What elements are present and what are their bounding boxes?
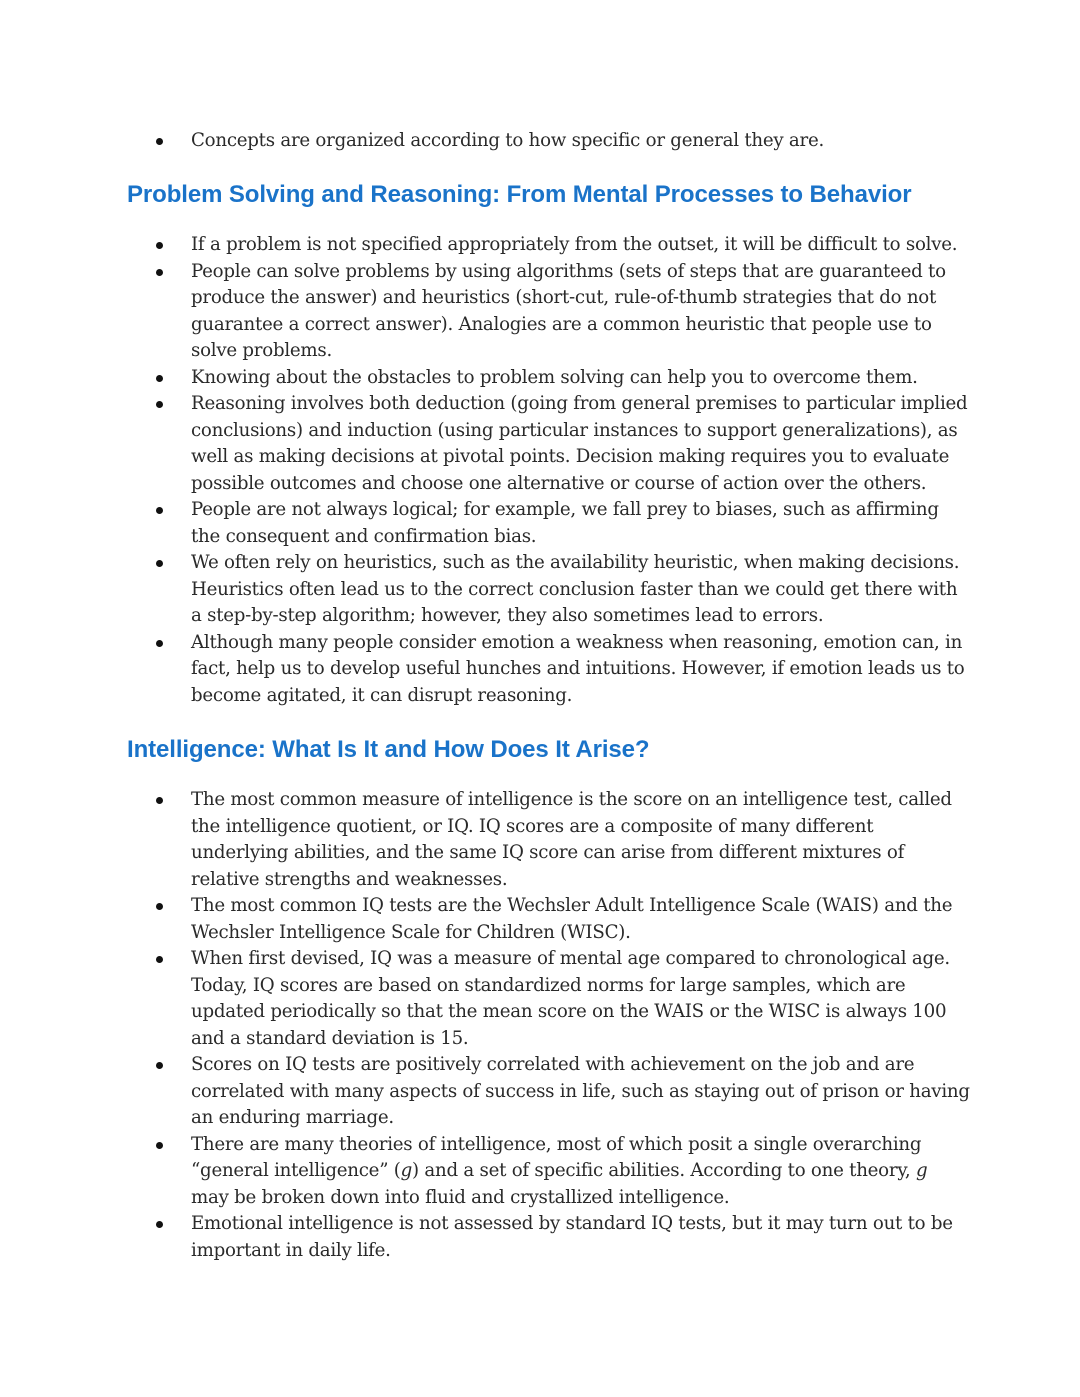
bullet-item: We often rely on heuristics, such as the availability heuristic, when making decisions. Heuristics often lead us to the correct conclusion faster than we could get there with a step-by-step algorithm; however, they also sometimes lead to errors. bbox=[150, 550, 970, 630]
bullet-item: When first devised, IQ was a measure of mental age compared to chronological age. Today, IQ scores are based on standardized norms for large samples, which are updated periodically so that the mean score on the WAIS or the WISC is always 100 and a standard deviation is 15. bbox=[150, 946, 970, 1052]
text-span: There are many theories of intelligence, most of which posit a single overarching “general intelligence” ( bbox=[191, 1133, 922, 1181]
bullet-item: The most common IQ tests are the Wechsler Adult Intelligence Scale (WAIS) and the Wechsler Intelligence Scale for Children (WISC). bbox=[150, 893, 970, 946]
text-span: may be broken down into fluid and crystallized intelligence. bbox=[191, 1186, 730, 1208]
bullet-item: People can solve problems by using algorithms (sets of steps that are guaranteed to produce the answer) and heuristics (short-cut, rule-of-thumb strategies that do not guarantee a correct answer). Analogies are a common heuristic that people use to solve problems. bbox=[150, 259, 970, 365]
section-heading-problem-solving: Problem Solving and Reasoning: From Mental Processes to Behavior bbox=[127, 181, 912, 208]
bullet-item: Although many people consider emotion a weakness when reasoning, emotion can, in fact, help us to develop useful hunches and intuitions. However, if emotion leads us to become agitated, it can disrupt reasoning. bbox=[150, 630, 970, 710]
bullet-item: Scores on IQ tests are positively correlated with achievement on the job and are correlated with many aspects of success in life, such as staying out of prison or having an enduring marriage. bbox=[150, 1052, 970, 1132]
italic-g: g bbox=[400, 1160, 413, 1181]
bullet-list-problem-solving bbox=[150, 232, 970, 709]
bullet-list-concepts bbox=[150, 128, 970, 155]
bullet-list-intelligence bbox=[150, 787, 970, 1264]
bullet-item: Knowing about the obstacles to problem solving can help you to overcome them. bbox=[150, 365, 970, 392]
bullet-item bbox=[150, 1132, 970, 1212]
bullet-item: The most common measure of intelligence is the score on an intelligence test, called the intelligence quotient, or IQ. IQ scores are a composite of many different underlying abilities, and the same IQ score can arise from different mixtures of relative strengths and weaknesses. bbox=[150, 787, 970, 893]
bullet-item: If a problem is not specified appropriately from the outset, it will be difficult to solve. bbox=[150, 232, 970, 259]
text-span: ) and a set of specific abilities. According to one theory, bbox=[412, 1160, 916, 1181]
bullet-item: Emotional intelligence is not assessed by standard IQ tests, but it may turn out to be important in daily life. bbox=[150, 1211, 970, 1264]
bullet-item: People are not always logical; for example, we fall prey to biases, such as affirming the consequent and confirmation bias. bbox=[150, 497, 970, 550]
bullet-item: Concepts are organized according to how specific or general they are. bbox=[150, 128, 970, 155]
section-heading-intelligence: Intelligence: What Is It and How Does It Arise? bbox=[127, 736, 650, 763]
italic-g: g bbox=[916, 1160, 928, 1181]
bullet-item: Reasoning involves both deduction (going from general premises to particular implied conclusions) and induction (using particular instances to support generalizations), as well as making decisions at pivotal points. Decision making requires you to evaluate possible outcomes and choose one alternative or course of action over the others. bbox=[150, 391, 970, 497]
